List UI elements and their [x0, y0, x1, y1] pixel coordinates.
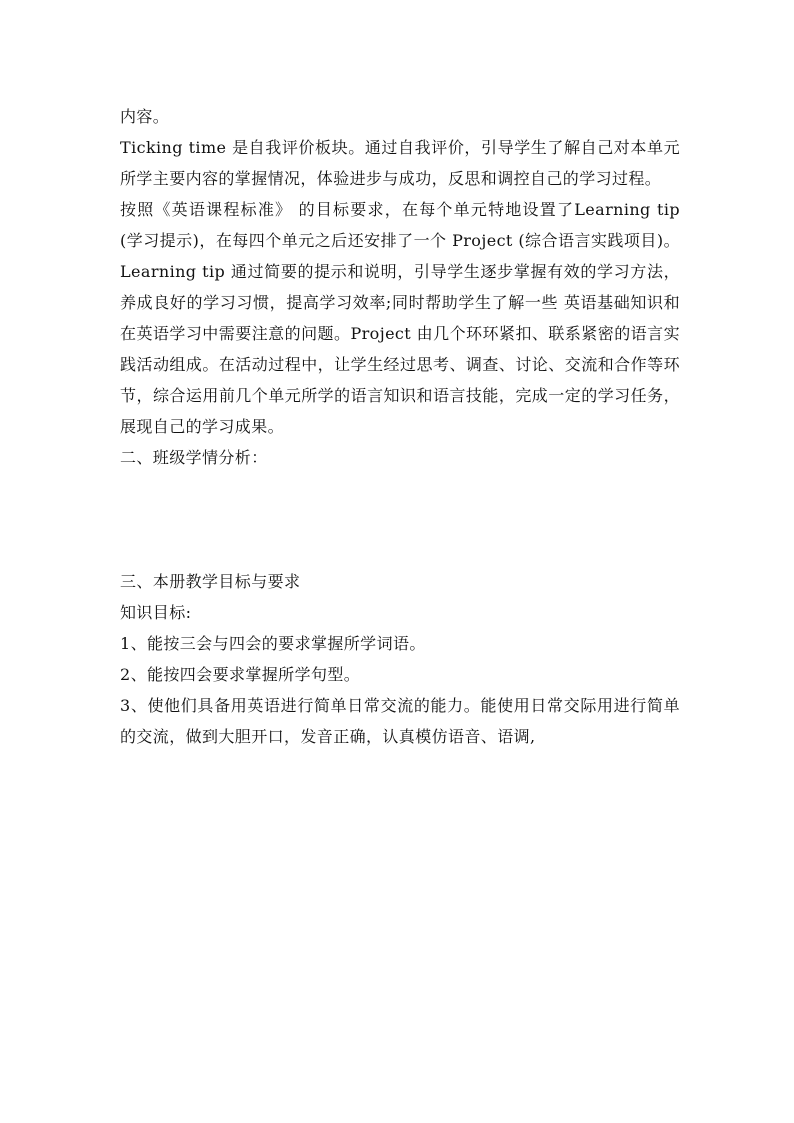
heading-class-analysis: 二、班级学情分析：: [120, 448, 268, 467]
paragraph-ticking-time: Ticking time 是自我评价板块。通过自我评价，引导学生了解自己对本单元所学主要内容的掌握情况，体验进步与成功，反思和调控自己的学习过程。: [120, 138, 680, 188]
list-item-3: 3、使他们具备用英语进行简单日常交流的能力。能使用日常交际用进行简单的交流，做到大胆开口，发音正确，认真模仿语音、语调,: [120, 696, 680, 746]
list-item-2: 2、能按四会要求掌握所学句型。: [120, 665, 361, 684]
document-body: [120, 101, 680, 752]
paragraph-learning-tip: 按照《英语课程标准》 的目标要求，在每个单元特地设置了Learning tip (学习提示)，在每四个单元之后还安排了一个 Project (综合语言实践项目)。Learning tip 通过简要的提示和说明，引导学生逐步掌握有效的学习方法，养成良好的学习习惯，提高学习效率;同时帮助学生了解一些 英语基础知识和在英语学习中需要注意的问题。Project 由几个环环紧扣、联系紧密的语言实践活动组成。在活动过程中，让学生经过思考、调查、讨论、交流和合作等环节，综合运用前几个单元所学的语言知识和语言技能，完成一定的学习任务，展现自己的学习成果。: [120, 200, 680, 436]
paragraph-continuation: 内容。: [120, 107, 170, 126]
list-item-1: 1、能按三会与四会的要求掌握所学词语。: [120, 634, 426, 653]
heading-teaching-goals: 三、本册教学目标与要求: [120, 572, 301, 591]
subheading-knowledge-goals: 知识目标:: [120, 603, 192, 622]
blank-space: [120, 473, 680, 566]
